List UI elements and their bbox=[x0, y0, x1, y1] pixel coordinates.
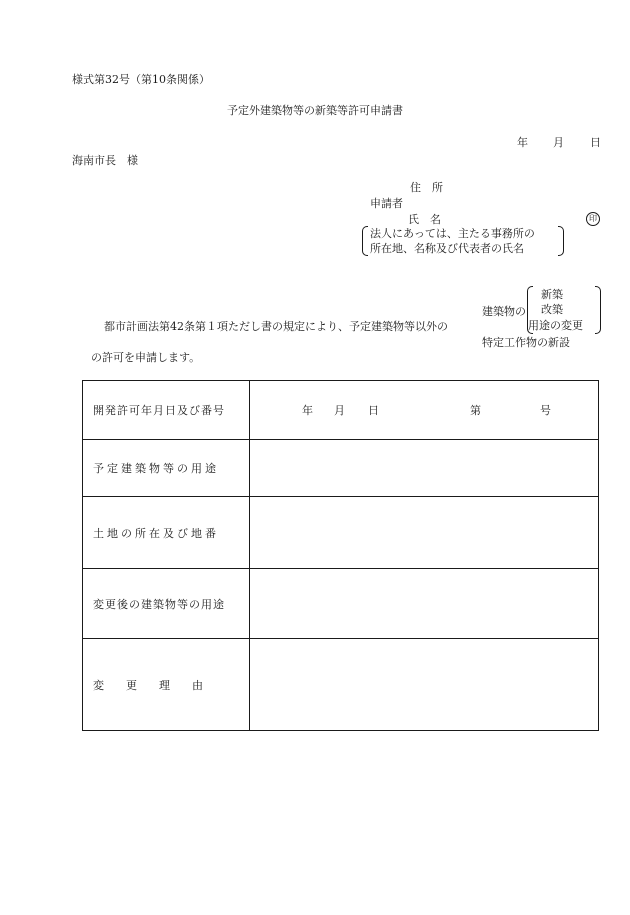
applicant-label: 申請者 bbox=[370, 197, 403, 210]
table-row-label bbox=[83, 497, 250, 569]
date-day: 日 bbox=[590, 136, 601, 149]
label-text: 変更理由 bbox=[93, 678, 225, 692]
option-rebuild: 改築 bbox=[541, 303, 563, 316]
land-location-field[interactable] bbox=[250, 497, 599, 569]
label-text: 土地の所在及び地番 bbox=[93, 526, 219, 540]
table-row bbox=[83, 440, 599, 497]
changed-use-field[interactable] bbox=[250, 569, 599, 639]
structure-label: 特定工作物の新設 bbox=[482, 336, 570, 349]
option-use-change: 用途の変更 bbox=[528, 319, 583, 332]
form-number: 様式第32号（第10条関係） bbox=[72, 73, 210, 86]
permit-day: 日 bbox=[368, 404, 379, 417]
table-row-label bbox=[83, 569, 250, 639]
label-text: 変更後の建築物等の用途 bbox=[93, 597, 225, 611]
permit-date-number-field[interactable] bbox=[250, 381, 599, 440]
options-right-bracket bbox=[595, 286, 601, 334]
table-row-label bbox=[83, 440, 250, 497]
corp-note-line2: 所在地、名称及び代表者の氏名 bbox=[370, 242, 524, 255]
permit-no-prefix: 第 bbox=[470, 404, 481, 417]
option-new: 新築 bbox=[541, 288, 563, 301]
table-row bbox=[83, 497, 599, 569]
label-text: 開発許可年月日及び番号 bbox=[93, 404, 225, 417]
permit-month: 月 bbox=[334, 404, 345, 417]
permit-no-suffix: 号 bbox=[540, 404, 551, 417]
seal-mark: 印 bbox=[586, 212, 600, 226]
corp-note-line1: 法人にあっては、主たる事務所の bbox=[370, 227, 535, 240]
corp-note-left-bracket bbox=[362, 226, 368, 256]
table-row-label bbox=[83, 381, 250, 440]
table-row bbox=[83, 639, 599, 731]
address-label: 住 所 bbox=[410, 181, 443, 194]
label-text: 予定建築物等の用途 bbox=[93, 462, 219, 475]
table-row bbox=[83, 569, 599, 639]
table-row-label bbox=[83, 639, 250, 731]
building-label: 建築物の bbox=[482, 305, 526, 318]
change-reason-field[interactable] bbox=[250, 639, 599, 731]
corp-note-right-bracket bbox=[558, 226, 564, 256]
permit-year: 年 bbox=[302, 404, 313, 417]
body-text-line1: 都市計画法第42条第１項ただし書の規定により、予定建築物等以外の bbox=[104, 320, 448, 333]
name-label: 氏 名 bbox=[408, 213, 441, 226]
document-title: 予定外建築物等の新築等許可申請書 bbox=[227, 104, 403, 117]
addressee: 海南市長 様 bbox=[72, 154, 138, 167]
date-month: 月 bbox=[553, 136, 564, 149]
application-table bbox=[82, 380, 599, 731]
date-year: 年 bbox=[517, 136, 528, 149]
table-row bbox=[83, 381, 599, 440]
body-text-line2: の許可を申請します。 bbox=[91, 351, 201, 364]
planned-use-field[interactable] bbox=[250, 440, 599, 497]
